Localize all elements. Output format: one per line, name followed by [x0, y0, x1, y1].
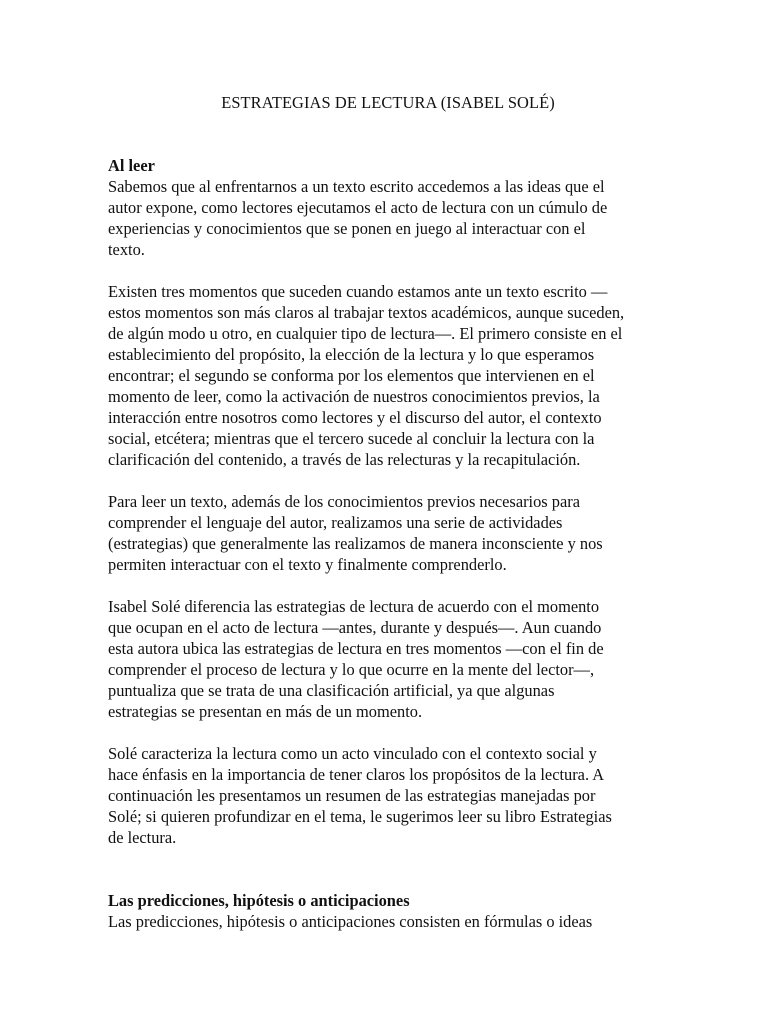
spacer: [108, 848, 668, 890]
text-line: esta autora ubica las estrategias de lectura en tres momentos —con el fin de: [108, 639, 604, 658]
text-line: que ocupan en el acto de lectura —antes, durante y después—. Aun cuando: [108, 618, 602, 637]
text-line: autor expone, como lectores ejecutamos el acto de lectura con un cúmulo de: [108, 198, 608, 217]
text-line: Para leer un texto, además de los conocimientos previos necesarios para: [108, 492, 580, 511]
text-line: de algún modo u otro, en cualquier tipo de lectura—. El primero consiste en el: [108, 324, 623, 343]
text-line: encontrar; el segundo se conforma por los elementos que intervienen en el: [108, 366, 595, 385]
text-line: estrategias se presentan en más de un momento.: [108, 702, 423, 721]
text-line: de lectura.: [108, 828, 177, 847]
paragraph: [108, 743, 668, 848]
text-line: experiencias y conocimientos que se ponen en juego al interactuar con el: [108, 219, 586, 238]
text-line: hace énfasis en la importancia de tener claros los propósitos de la lectura. A: [108, 765, 605, 784]
text-line: comprender el lenguaje del autor, realizamos una serie de actividades: [108, 513, 563, 532]
text-line: interacción entre nosotros como lectores y el discurso del autor, el contexto: [108, 408, 602, 427]
spacer: [108, 470, 668, 491]
spacer: [108, 575, 668, 596]
section-heading: Las predicciones, hipótesis o anticipaciones: [108, 891, 410, 910]
spacer: [108, 113, 668, 155]
text-line: Sabemos que al enfrentarnos a un texto escrito accedemos a las ideas que el: [108, 177, 605, 196]
text-line: Las predicciones, hipótesis o anticipaciones consisten en fórmulas o ideas: [108, 912, 593, 931]
spacer: [108, 260, 668, 281]
text-line: Isabel Solé diferencia las estrategias de lectura de acuerdo con el momento: [108, 597, 600, 616]
paragraph: [108, 176, 668, 260]
section-heading: Al leer: [108, 156, 155, 175]
paragraph: [108, 491, 668, 575]
paragraph: [108, 281, 668, 470]
text-line: permiten interactuar con el texto y finalmente comprenderlo.: [108, 555, 507, 574]
paragraph: [108, 911, 668, 932]
spacer: [108, 722, 668, 743]
text-line: clarificación del contenido, a través de las relecturas y la recapitulación.: [108, 450, 581, 469]
text-line: establecimiento del propósito, la elección de la lectura y lo que esperamos: [108, 345, 595, 364]
text-line: Solé caracteriza la lectura como un acto vinculado con el contexto social y: [108, 744, 597, 763]
section-predicciones: [108, 890, 668, 932]
document-body: [108, 92, 668, 932]
paragraph: [108, 596, 668, 722]
text-line: comprender el proceso de lectura y lo que ocurre en la mente del lector—,: [108, 660, 595, 679]
text-line: (estrategias) que generalmente las realizamos de manera inconsciente y nos: [108, 534, 603, 553]
text-line: Existen tres momentos que suceden cuando estamos ante un texto escrito —: [108, 282, 608, 301]
text-line: texto.: [108, 240, 145, 259]
text-line: estos momentos son más claros al trabajar textos académicos, aunque suceden,: [108, 303, 625, 322]
section-al-leer: [108, 155, 668, 848]
text-line: puntualiza que se trata de una clasificación artificial, ya que algunas: [108, 681, 555, 700]
text-line: momento de leer, como la activación de nuestros conocimientos previos, la: [108, 387, 600, 406]
text-line: social, etcétera; mientras que el tercero sucede al concluir la lectura con la: [108, 429, 595, 448]
document-title: ESTRATEGIAS DE LECTURA (ISABEL SOLÉ): [221, 93, 555, 112]
text-line: Solé; si quieren profundizar en el tema, le sugerimos leer su libro Estrategias: [108, 807, 612, 826]
text-line: continuación les presentamos un resumen de las estrategias manejadas por: [108, 786, 596, 805]
